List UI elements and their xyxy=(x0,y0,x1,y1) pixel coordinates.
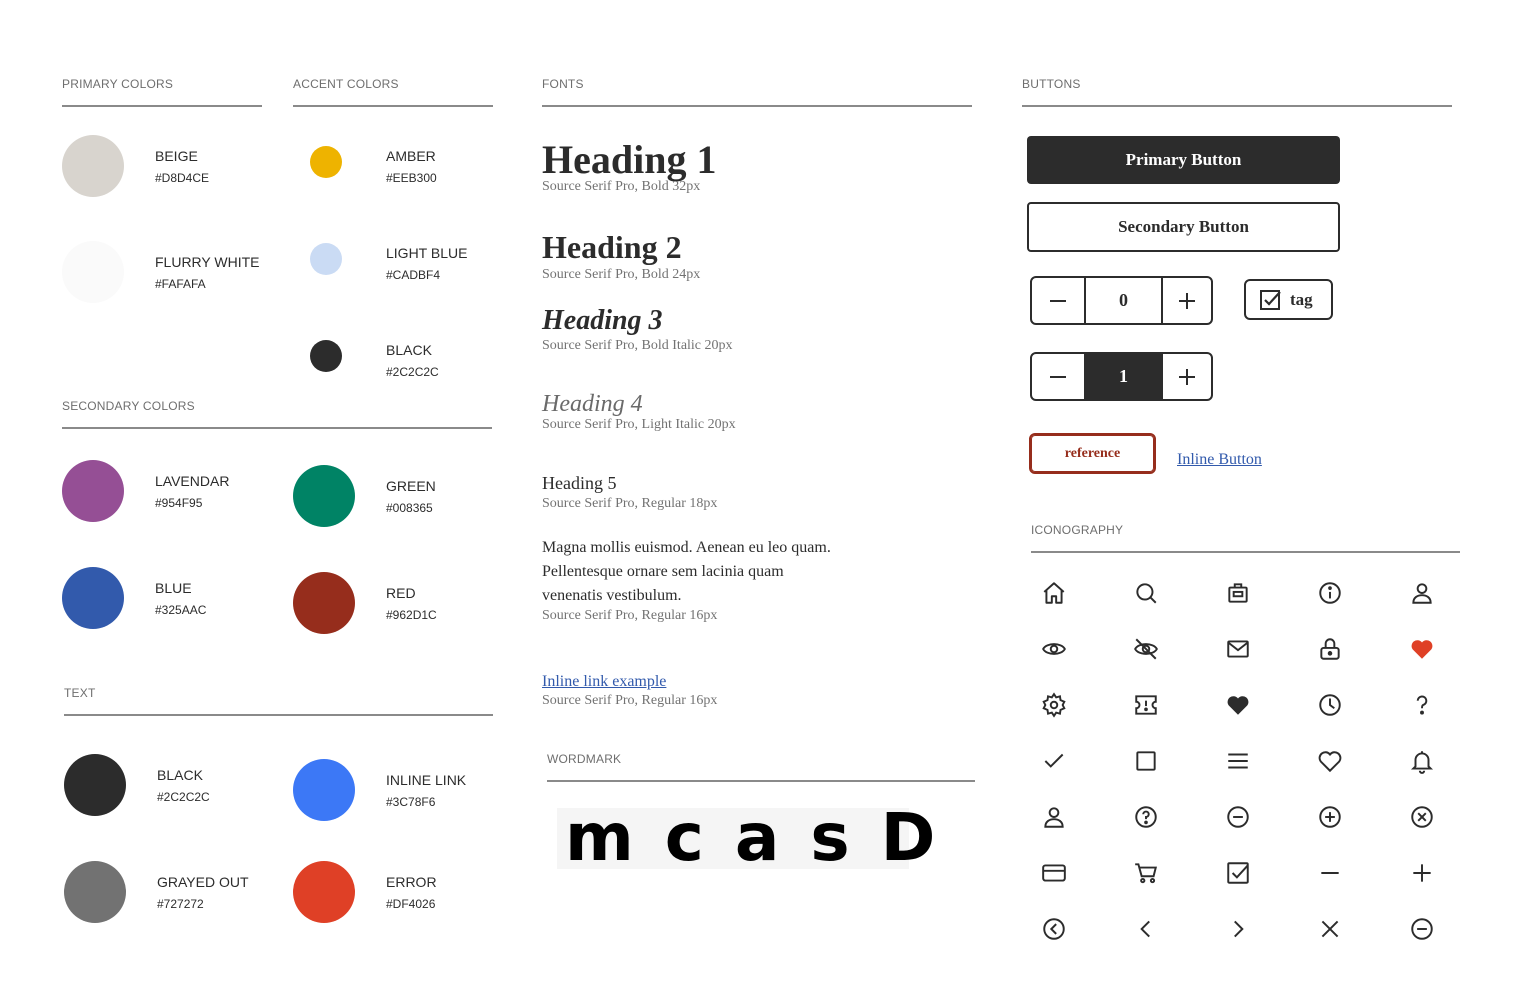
help-circle-icon[interactable] xyxy=(1132,803,1160,831)
back-circle-icon[interactable] xyxy=(1040,915,1068,943)
color-name: LIGHT BLUE xyxy=(386,245,468,261)
iconography-title: ICONOGRAPHY xyxy=(1031,523,1124,537)
check-icon[interactable] xyxy=(1040,747,1068,775)
color-name: LAVENDAR xyxy=(155,473,230,489)
font-caption: Source Serif Pro, Regular 18px xyxy=(542,496,718,511)
color-name: AMBER xyxy=(386,148,436,164)
color-hex: #325AAC xyxy=(155,603,207,617)
color-swatch-inline-link xyxy=(293,759,355,821)
color-swatch-green xyxy=(293,465,355,527)
font-caption: Source Serif Pro, Regular 16px xyxy=(542,608,718,623)
inline-link-sample[interactable]: Inline link example xyxy=(542,673,667,690)
color-name: RED xyxy=(386,585,416,601)
color-name: FLURRY WHITE xyxy=(155,254,260,270)
checkbox-icon[interactable] xyxy=(1224,859,1252,887)
decrement-button[interactable] xyxy=(1032,354,1086,399)
heart-filled-icon[interactable] xyxy=(1224,691,1252,719)
user-icon[interactable] xyxy=(1040,803,1068,831)
divider xyxy=(293,105,493,107)
heading-4-sample: Heading 4 xyxy=(542,391,643,417)
mail-icon[interactable] xyxy=(1224,635,1252,663)
color-hex: #DF4026 xyxy=(386,897,436,911)
divider xyxy=(64,714,493,716)
plus-circle-icon[interactable] xyxy=(1316,803,1344,831)
cart-icon[interactable] xyxy=(1132,859,1160,887)
tag-label: tag xyxy=(1290,289,1313,309)
color-name: BLUE xyxy=(155,580,192,596)
increment-button[interactable] xyxy=(1161,354,1211,399)
checkbox-checked-icon xyxy=(1258,288,1282,312)
color-name: BLACK xyxy=(386,342,432,358)
divider xyxy=(542,105,972,107)
color-hex: #3C78F6 xyxy=(386,795,436,809)
fonts-title: FONTS xyxy=(542,77,584,91)
eye-icon[interactable] xyxy=(1040,635,1068,663)
quantity-stepper xyxy=(1030,276,1213,325)
color-name: GREEN xyxy=(386,478,436,494)
chevron-left-icon[interactable] xyxy=(1132,915,1160,943)
color-hex: #727272 xyxy=(157,897,204,911)
color-swatch-beige xyxy=(62,135,124,197)
color-swatch-red xyxy=(293,572,355,634)
search-icon[interactable] xyxy=(1132,579,1160,607)
color-name: INLINE LINK xyxy=(386,772,467,788)
body-text-sample: Magna mollis euismod. Aenean eu leo quam. Pellentesque ornare sem lacinia quam venenatis vestibulum. xyxy=(542,539,831,604)
divider xyxy=(547,780,975,782)
ticket-icon[interactable] xyxy=(1132,691,1160,719)
gear-icon[interactable] xyxy=(1040,691,1068,719)
divider xyxy=(62,105,262,107)
color-hex: #EEB300 xyxy=(386,171,437,185)
font-caption: Source Serif Pro, Regular 16px xyxy=(542,693,718,708)
color-swatch-lavendar xyxy=(62,460,124,522)
text-colors-title: TEXT xyxy=(64,686,96,700)
plus-icon[interactable] xyxy=(1408,859,1436,887)
stepper-value[interactable]: 1 xyxy=(1086,354,1161,399)
tag-checkbox[interactable] xyxy=(1244,279,1333,320)
divider xyxy=(62,427,492,429)
increment-button[interactable] xyxy=(1161,278,1211,323)
color-swatch-black xyxy=(310,340,342,372)
reference-button[interactable]: reference xyxy=(1029,433,1156,474)
plus-icon xyxy=(1177,291,1197,311)
inline-button[interactable]: Inline Button xyxy=(1177,451,1262,468)
font-caption: Source Serif Pro, Bold 32px xyxy=(542,179,701,194)
color-hex: #954F95 xyxy=(155,496,203,510)
minus-circle-icon[interactable] xyxy=(1408,915,1436,943)
decrement-button[interactable] xyxy=(1032,278,1086,323)
close-icon[interactable] xyxy=(1316,915,1344,943)
buttons-title: BUTTONS xyxy=(1022,77,1081,91)
color-hex: #CADBF4 xyxy=(386,268,441,282)
color-swatch-error xyxy=(293,861,355,923)
color-name: ERROR xyxy=(386,874,437,890)
wordmark-text: m c a s D xyxy=(565,799,940,876)
minus-circle-icon[interactable] xyxy=(1224,803,1252,831)
color-name: GRAYED OUT xyxy=(157,874,249,890)
minus-icon xyxy=(1048,367,1068,387)
primary-button[interactable]: Primary Button xyxy=(1027,136,1340,184)
secondary-colors-title: SECONDARY COLORS xyxy=(62,399,195,413)
divider xyxy=(1022,105,1452,107)
font-caption: Source Serif Pro, Light Italic 20px xyxy=(542,417,736,432)
x-circle-icon[interactable] xyxy=(1408,803,1436,831)
color-swatch-text-black xyxy=(64,754,126,816)
color-hex: #2C2C2C xyxy=(386,365,439,379)
color-hex: #2C2C2C xyxy=(157,790,210,804)
bell-icon[interactable] xyxy=(1408,747,1436,775)
color-hex: #FAFAFA xyxy=(155,277,206,291)
plus-icon xyxy=(1177,367,1197,387)
home-icon[interactable] xyxy=(1040,579,1068,607)
primary-colors-title: PRIMARY COLORS xyxy=(62,77,174,91)
heart-outline-icon[interactable] xyxy=(1316,747,1344,775)
stepper-value[interactable]: 0 xyxy=(1119,290,1128,310)
divider xyxy=(1031,551,1460,553)
color-name: BEIGE xyxy=(155,148,198,164)
menu-icon[interactable] xyxy=(1224,747,1252,775)
question-icon[interactable] xyxy=(1408,691,1436,719)
wordmark-logo xyxy=(557,799,940,876)
wordmark-title: WORDMARK xyxy=(547,752,622,766)
minus-icon[interactable] xyxy=(1316,859,1344,887)
color-swatch-grayed-out xyxy=(64,861,126,923)
lock-icon[interactable] xyxy=(1316,635,1344,663)
heading-2-sample: Heading 2 xyxy=(542,229,682,265)
color-name: BLACK xyxy=(157,767,203,783)
clock-icon[interactable] xyxy=(1316,691,1344,719)
color-swatch-blue xyxy=(62,567,124,629)
accent-colors-title: ACCENT COLORS xyxy=(293,77,399,91)
color-swatch-light-blue xyxy=(310,243,342,275)
user-icon[interactable] xyxy=(1408,579,1436,607)
info-icon[interactable] xyxy=(1316,579,1344,607)
font-caption: Source Serif Pro, Bold 24px xyxy=(542,267,701,282)
heart-filled-red-icon[interactable] xyxy=(1408,635,1436,663)
square-icon[interactable] xyxy=(1132,747,1160,775)
briefcase-icon[interactable] xyxy=(1224,579,1252,607)
color-swatch-flurry-white xyxy=(62,241,124,303)
color-hex: #D8D4CE xyxy=(155,171,210,185)
quantity-stepper-active xyxy=(1030,352,1213,401)
heading-5-sample: Heading 5 xyxy=(542,473,617,493)
heading-1-sample: Heading 1 xyxy=(542,137,717,182)
color-hex: #962D1C xyxy=(386,608,437,622)
color-swatch-amber xyxy=(310,146,342,178)
eye-off-icon[interactable] xyxy=(1132,635,1160,663)
credit-card-icon[interactable] xyxy=(1040,859,1068,887)
minus-icon xyxy=(1048,291,1068,311)
color-hex: #008365 xyxy=(386,501,433,515)
secondary-button[interactable]: Secondary Button xyxy=(1027,202,1340,252)
font-caption: Source Serif Pro, Bold Italic 20px xyxy=(542,338,733,353)
heading-3-sample: Heading 3 xyxy=(542,305,663,336)
chevron-right-icon[interactable] xyxy=(1224,915,1252,943)
